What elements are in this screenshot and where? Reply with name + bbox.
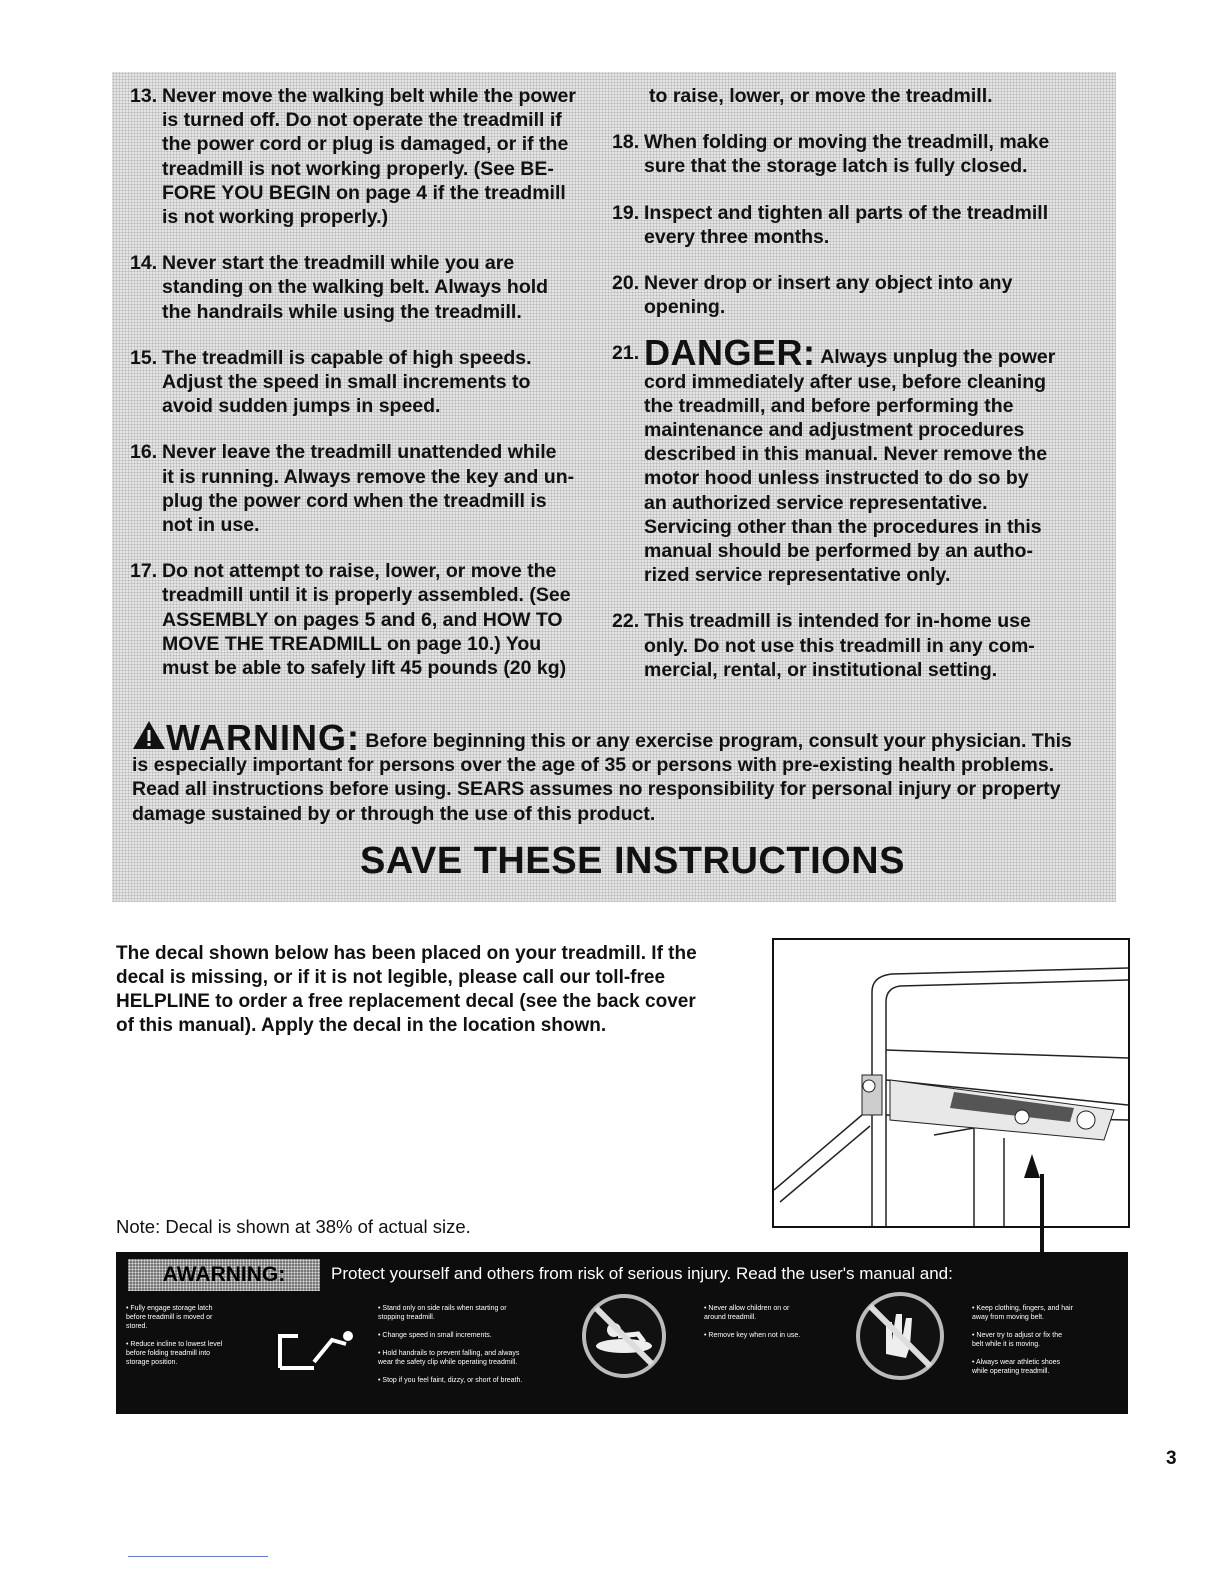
save-instructions-heading: SAVE THESE INSTRUCTIONS xyxy=(360,840,905,882)
safety-item-22: 22. This treadmill is intended for in-home use only. Do not use this treadmill in any com- mercial, rental, or institutional setting. xyxy=(612,610,1035,681)
folding-treadmill-icon xyxy=(274,1322,364,1372)
page-number: 3 xyxy=(1166,1448,1177,1469)
decal-note: Note: Decal is shown at 38% of actual size. xyxy=(116,1216,471,1237)
decal-warning-heading: AWARNING: xyxy=(128,1259,320,1291)
safety-item-17: 17. Do not attempt to raise, lower, or move the treadmill until it is properly assembled. (See ASSEMBLY on pages 5 and 6, and HOW TO MOVE THE TREADMILL on page 10.) You must be able to safely lift 45 pounds (20 kg) xyxy=(130,560,571,680)
decal-intro-text: Protect yourself and others from risk of serious injury. Read the user's manual and: xyxy=(331,1264,953,1283)
warning-label: WARNING: xyxy=(166,717,360,758)
safety-item-19: 19. Inspect and tighten all parts of the treadmill every three months. xyxy=(612,201,1049,248)
safety-item-17-continued: to raise, lower, or move the treadmill. xyxy=(649,85,993,107)
danger-label: DANGER: xyxy=(644,332,816,374)
safety-list-right xyxy=(612,84,1082,704)
warning-paragraph: WARNING: Before beginning this or any exercise program, consult your physician. This is especially important for persons over the age of 35 or persons with pre-existing health problems. Read all instructions before using. SEARS assumes no responsibility for personal injury or property damage sustained by or through the use of this product. xyxy=(132,717,1072,825)
safety-item-16: 16. Never leave the treadmill unattended while it is running. Always remove the key and un- plug the power cord when the treadmill is not in use. xyxy=(130,441,575,537)
warning-triangle-icon xyxy=(132,720,166,750)
arrow-line xyxy=(1040,1174,1044,1254)
warning-decal xyxy=(116,1252,1128,1414)
decal-location-figure xyxy=(772,938,1130,1228)
decal-column-2: • Stand only on side rails when starting or stopping treadmill. • Change speed in small increments. • Hold handrails to prevent falling, and always wear the safety clip while operating treadmill. • Stop if you feel faint, dizzy, or short of breath. xyxy=(378,1305,523,1384)
safety-item-18: 18. When folding or moving the treadmill, make sure that the storage latch is fully closed. xyxy=(612,131,1050,178)
decal-column-4: • Keep clothing, fingers, and hair away from moving belt. • Never try to adjust or fix the belt while it is moving. • Always wear athletic shoes while operating treadmill. xyxy=(972,1305,1073,1375)
safety-item-14: 14. Never start the treadmill while you are standing on the walking belt. Always hold the handrails while using the treadmill. xyxy=(130,252,549,323)
safety-item-21-danger: 21. DANGER: Always unplug the power cord immediately after use, before cleaning the treadmill, and before performing the maintenance and adjustment procedures described in this manual. Never remove the motor hood unless instructed to do so by an authorized service representative. Servicing other than the procedures in this manual should be performed by an autho- rized service representative only. xyxy=(612,332,1056,587)
no-children-icon xyxy=(578,1290,670,1382)
decal-paragraph: The decal shown below has been placed on your treadmill. If the decal is missing, or if it is not legible, please call our toll-free HELPLINE to order a free replacement decal (see the back cover of this manual). Apply the decal in the location shown. xyxy=(116,943,697,1036)
safety-item-15: 15. The treadmill is capable of high speeds. Adjust the speed in small increments to avoid sudden jumps in speed. xyxy=(130,346,532,418)
footer-line xyxy=(128,1556,268,1557)
decal-column-1: • Fully engage storage latch before treadmill is moved or stored. • Reduce incline to lowest level before folding treadmill into storage position. xyxy=(126,1305,223,1366)
no-hands-icon xyxy=(852,1288,948,1384)
safety-item-20: 20. Never drop or insert any object into any opening. xyxy=(612,272,1013,319)
safety-item-13: 13. Never move the walking belt while the power is turned off. Do not operate the treadmill if the power cord or plug is damaged, or if the treadmill is not working properly. (See BE- FORE YOU BEGIN on page 4 if the treadmill is not working properly.) xyxy=(130,85,576,229)
treadmill-illustration xyxy=(774,940,1128,1226)
decal-column-3: • Never allow children on or around treadmill. • Remove key when not in use. xyxy=(704,1305,801,1339)
safety-list-left xyxy=(130,84,600,702)
